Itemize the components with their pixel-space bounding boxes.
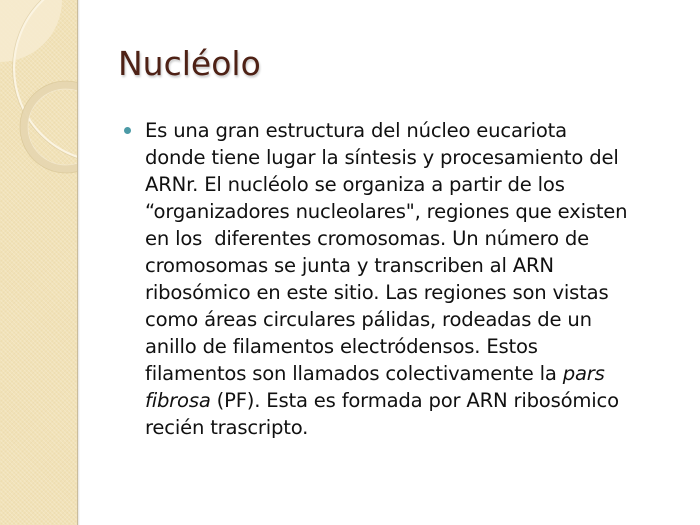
strip-shadow bbox=[78, 0, 80, 525]
text-segment: (PF). Esta es formada por ARN ribosómico bbox=[210, 389, 619, 412]
bullet-text bbox=[145, 117, 688, 441]
italic-term-pars: pars bbox=[562, 362, 605, 385]
italic-term-fibrosa: fibrosa bbox=[145, 389, 211, 412]
text-line bbox=[145, 360, 688, 387]
text-line: anillo de filamentos electródensos. Estos bbox=[145, 335, 538, 358]
text-line: ribosómico en este sitio. Las regiones son vistas bbox=[145, 281, 609, 304]
text-line: donde tiene lugar la síntesis y procesamiento del bbox=[145, 146, 619, 169]
text-line: “organizadores nucleolares", regiones que existen bbox=[145, 200, 628, 223]
text-line: cromosomas se junta y transcriben al ARN bbox=[145, 254, 554, 277]
text-line: ARNr. El nucléolo se organiza a partir de los bbox=[145, 173, 565, 196]
decorative-side-strip bbox=[0, 0, 78, 525]
bullet-dot-icon bbox=[124, 127, 131, 134]
text-line: en los diferentes cromosomas. Un número de bbox=[145, 227, 590, 250]
text-segment: filamentos son llamados colectivamente la bbox=[145, 362, 563, 385]
bullet-item bbox=[118, 117, 688, 441]
decorative-circles-icon bbox=[0, 0, 77, 525]
text-line: como áreas circulares pálidas, rodeadas de un bbox=[145, 308, 592, 331]
slide-title: Nucléolo bbox=[118, 44, 261, 83]
text-line: Es una gran estructura del núcleo eucariota bbox=[145, 119, 567, 142]
text-line: recién trascripto. bbox=[145, 416, 309, 439]
text-line bbox=[145, 387, 688, 414]
bullet-list bbox=[118, 117, 688, 441]
